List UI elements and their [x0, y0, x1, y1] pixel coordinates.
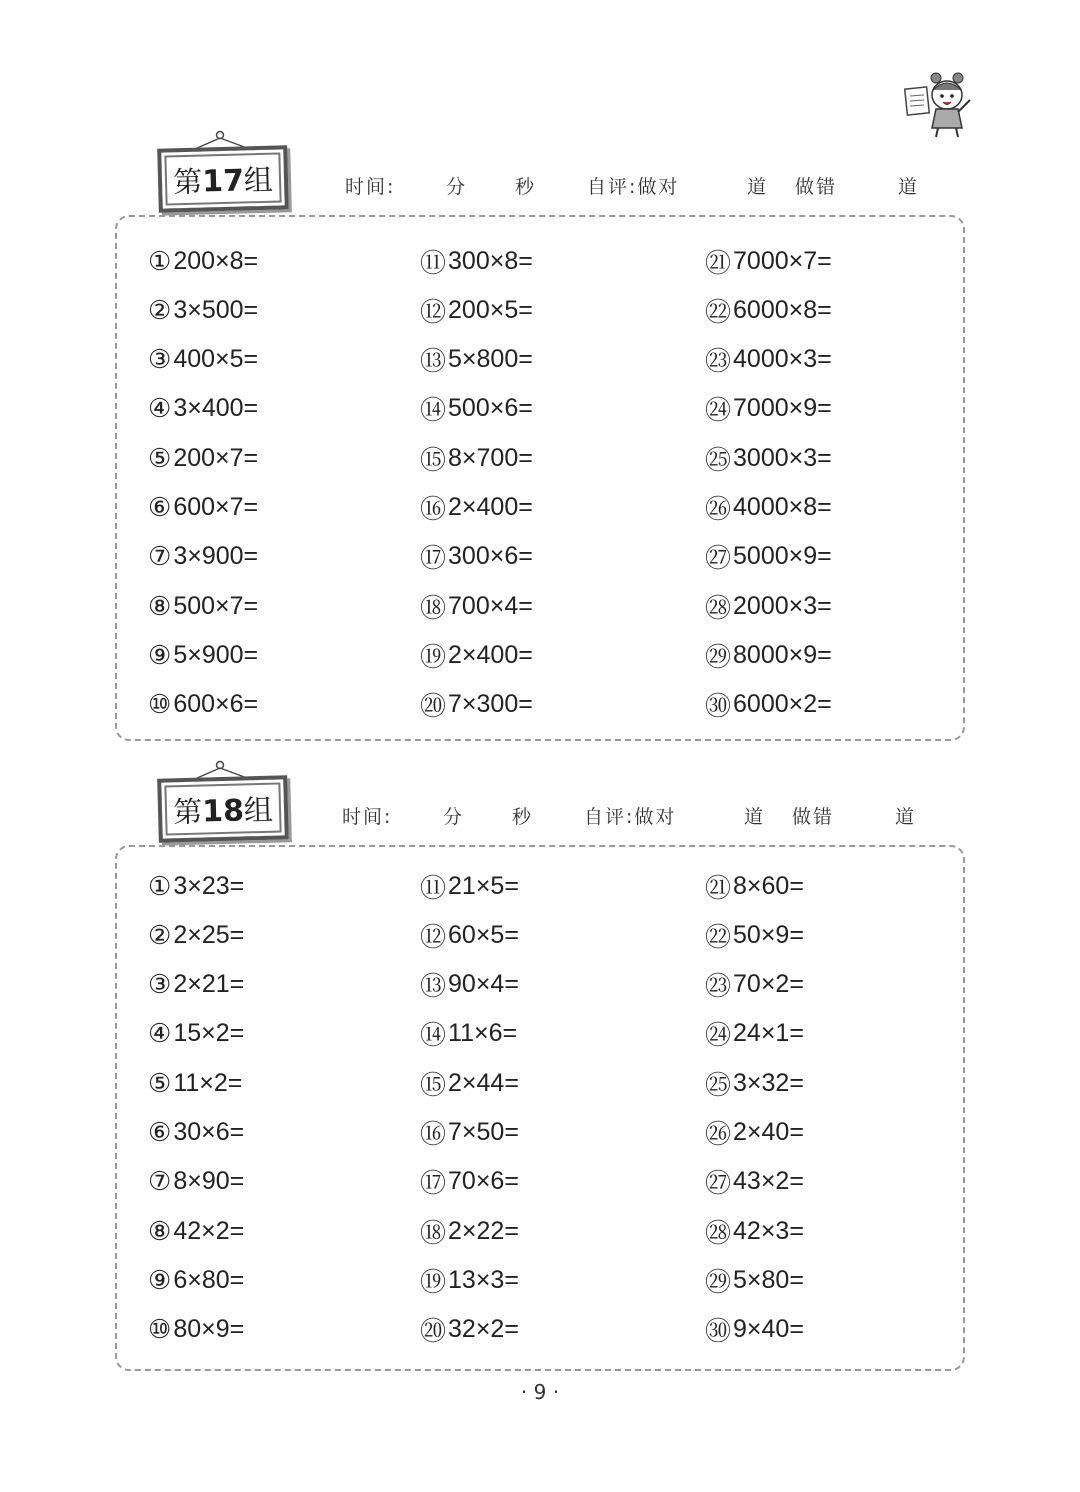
math-problem: [420, 590, 533, 622]
math-problem: [148, 1018, 244, 1050]
math-problem: [420, 1117, 519, 1149]
problem-expression: 70×2=: [733, 970, 804, 999]
page-number: · 9 ·: [520, 1380, 560, 1404]
math-problem: [705, 245, 832, 277]
math-problem: [705, 393, 832, 425]
problem-expression: 2000×3=: [733, 591, 832, 620]
problem-expression: 5000×9=: [733, 542, 832, 571]
math-problem: [148, 442, 258, 474]
self-eval-correct-label: 自评:做对: [587, 176, 680, 198]
problem-expression: 3×32=: [733, 1068, 804, 1097]
math-problem: [420, 541, 533, 573]
problem-number: ⑧: [148, 1215, 172, 1246]
problem-expression: 6000×2=: [733, 690, 832, 719]
dao-label: 道: [898, 176, 920, 198]
problem-expression: 7×50=: [448, 1118, 519, 1146]
problem-expression: 24×1=: [733, 1019, 804, 1048]
problem-number: ㉔: [705, 395, 732, 426]
problem-number: ⑱: [420, 1217, 447, 1248]
math-problem: [420, 442, 533, 474]
math-problem: [705, 442, 832, 474]
problem-expression: 7000×9=: [733, 394, 832, 423]
problem-number: ㉑: [705, 247, 732, 278]
problem-number: ⑱: [420, 592, 447, 623]
group-title: 第18组: [172, 792, 274, 830]
math-problem: [148, 1067, 242, 1099]
problem-expression: 21×5=: [448, 871, 519, 900]
problem-expression: 8×60=: [733, 871, 804, 900]
problem-expression: 5×800=: [448, 345, 533, 374]
problem-number: ③: [148, 969, 172, 1000]
problem-expression: 42×2=: [173, 1216, 245, 1245]
problem-number: ⑫: [420, 296, 447, 327]
problem-number: ⑰: [420, 543, 447, 574]
problem-expression: 70×6=: [448, 1167, 519, 1196]
math-problem: [705, 492, 832, 524]
math-problem: [420, 1018, 517, 1050]
math-problem: [420, 969, 519, 1001]
problem-number: ①: [148, 245, 172, 276]
problem-number: ㉘: [705, 1217, 732, 1248]
problem-expression: 2×25=: [173, 920, 245, 949]
math-problem: [420, 919, 519, 951]
math-problem: [148, 245, 258, 277]
problem-number: ⑯: [420, 1119, 447, 1149]
problem-number: ⑫: [420, 921, 447, 952]
problem-number: ⑨: [148, 1264, 172, 1295]
problem-expression: 400×5=: [173, 345, 259, 374]
problem-number: ⑮: [420, 1069, 447, 1100]
math-problem: [420, 1215, 519, 1247]
problem-number: ㉗: [705, 1168, 732, 1199]
math-problem: [420, 1067, 519, 1099]
problem-number: ㉖: [705, 494, 732, 524]
math-problem: [148, 1166, 244, 1198]
problem-number: ㉙: [705, 641, 732, 672]
problem-expression: 3000×3=: [733, 443, 832, 472]
group-title-frame: [158, 760, 296, 856]
problem-expression: 80×9=: [173, 1315, 245, 1344]
problem-expression: 6000×8=: [733, 295, 832, 324]
math-problem: [705, 1018, 804, 1050]
math-problem: [148, 1117, 244, 1149]
math-problem: [148, 1264, 244, 1296]
problem-number: ⑤: [148, 1067, 172, 1098]
problem-number: ④: [148, 1018, 172, 1049]
problem-number: ④: [148, 393, 172, 424]
math-problem: [705, 1314, 804, 1346]
math-problem: [420, 492, 533, 524]
problem-number: ⑪: [420, 247, 447, 278]
math-problem: [148, 294, 258, 326]
math-problem: [705, 541, 832, 573]
math-problem: [705, 969, 804, 1001]
problem-expression: 42×3=: [733, 1216, 804, 1245]
second-label: 秒: [515, 176, 537, 198]
group-title: 第17组: [172, 162, 274, 200]
problem-number: ⑥: [148, 492, 172, 522]
math-problem: [420, 344, 533, 376]
math-problem: [420, 393, 533, 425]
problem-expression: 200×8=: [173, 246, 259, 275]
math-problem: [148, 344, 258, 376]
math-problem: [705, 1166, 804, 1198]
problem-number: ⑳: [420, 691, 447, 722]
problem-number: ㉗: [705, 543, 732, 574]
problem-number: ⑥: [148, 1117, 172, 1147]
wrong-label: 做错: [795, 176, 838, 198]
math-problem: [420, 1314, 519, 1346]
problem-number: ㉓: [705, 346, 732, 377]
time-label: 时间:: [345, 176, 396, 198]
math-problem: [705, 919, 804, 951]
problem-number: ⑧: [148, 590, 172, 621]
problem-expression: 43×2=: [733, 1167, 804, 1196]
problem-number: ㉚: [705, 1316, 732, 1347]
math-problem: [705, 344, 832, 376]
math-problem: [148, 492, 258, 524]
math-problem: [705, 689, 832, 721]
problem-expression: 2×22=: [448, 1216, 519, 1245]
problem-number: ㉓: [705, 971, 732, 1002]
problem-number: ⑩: [148, 689, 172, 720]
math-problem: [148, 393, 258, 425]
problem-number: ㉕: [705, 444, 732, 475]
problem-expression: 15×2=: [173, 1019, 245, 1048]
math-problem: [420, 639, 533, 671]
problem-number: ㉒: [705, 921, 732, 952]
problem-number: ⑦: [148, 1166, 172, 1197]
problem-number: ㉘: [705, 592, 732, 623]
problem-expression: 11×6=: [448, 1019, 518, 1048]
problem-number: ⑮: [420, 444, 447, 475]
problem-expression: 4000×8=: [733, 493, 832, 521]
problem-expression: 3×400=: [173, 394, 259, 423]
dao-label: 道: [895, 806, 917, 828]
math-problem: [420, 689, 533, 721]
problem-expression: 4000×3=: [733, 345, 832, 374]
problem-expression: 32×2=: [448, 1315, 519, 1344]
math-problem: [705, 294, 832, 326]
problem-number: ②: [148, 294, 172, 325]
time-and-self-eval: [345, 172, 945, 202]
problem-number: ㉚: [705, 691, 732, 722]
problem-expression: 7×300=: [448, 690, 533, 719]
problem-number: ㉑: [705, 872, 732, 903]
time-and-self-eval: [342, 802, 942, 832]
problem-number: ⑬: [420, 346, 447, 377]
math-problem: [420, 294, 533, 326]
problem-expression: 500×7=: [173, 591, 259, 620]
problem-expression: 50×9=: [733, 920, 804, 949]
problem-expression: 60×5=: [448, 920, 519, 949]
math-problem: [148, 1215, 244, 1247]
problem-expression: 2×40=: [733, 1118, 804, 1146]
problem-expression: 600×7=: [173, 493, 259, 521]
math-problem: [420, 870, 519, 902]
math-problem: [420, 1264, 519, 1296]
problem-expression: 8×90=: [173, 1167, 245, 1196]
problem-number: ②: [148, 919, 172, 950]
problem-expression: 3×23=: [173, 871, 245, 900]
problem-expression: 13×3=: [448, 1265, 519, 1294]
problem-expression: 7000×7=: [733, 246, 832, 275]
problem-number: ⑲: [420, 641, 447, 672]
group-title-frame: [158, 130, 296, 226]
problem-number: ⑪: [420, 872, 447, 903]
problem-number: ㉙: [705, 1266, 732, 1297]
math-problem: [148, 1314, 244, 1346]
minute-label: 分: [443, 806, 465, 828]
problem-expression: 600×6=: [173, 690, 259, 719]
dao-label: 道: [744, 806, 766, 828]
problem-number: ⑨: [148, 639, 172, 670]
problem-expression: 5×80=: [733, 1265, 804, 1294]
problem-expression: 2×44=: [448, 1068, 519, 1097]
time-label: 时间:: [342, 806, 393, 828]
math-problem: [705, 1067, 804, 1099]
dao-label: 道: [747, 176, 769, 198]
problem-number: ⑯: [420, 494, 447, 524]
problem-expression: 9×40=: [733, 1315, 804, 1344]
problem-expression: 5×900=: [173, 640, 259, 669]
problem-number: ⑤: [148, 442, 172, 473]
problem-expression: 8×700=: [448, 443, 533, 472]
math-problem: [148, 969, 244, 1001]
math-problem: [705, 1264, 804, 1296]
cartoon-girl-illustration: [900, 70, 980, 140]
second-label: 秒: [512, 806, 534, 828]
math-problem: [705, 1215, 804, 1247]
math-problem: [420, 1166, 519, 1198]
math-problem: [148, 541, 258, 573]
problem-number: ⑰: [420, 1168, 447, 1199]
problem-number: ㉔: [705, 1020, 732, 1051]
math-problem: [148, 639, 258, 671]
problem-expression: 11×2=: [173, 1068, 243, 1097]
problem-number: ⑲: [420, 1266, 447, 1297]
minute-label: 分: [446, 176, 468, 198]
problem-expression: 200×7=: [173, 443, 259, 472]
math-problem: [705, 1117, 804, 1149]
problem-expression: 2×21=: [173, 970, 245, 999]
problem-number: ⑭: [420, 1020, 447, 1051]
problem-number: ⑬: [420, 971, 447, 1002]
problem-expression: 3×500=: [173, 295, 259, 324]
math-problem: [705, 639, 832, 671]
problem-expression: 200×5=: [448, 295, 533, 324]
problem-number: ㉖: [705, 1119, 732, 1149]
problem-number: ㉒: [705, 296, 732, 327]
problem-expression: 30×6=: [173, 1118, 245, 1146]
wrong-label: 做错: [792, 806, 835, 828]
math-problem: [148, 919, 244, 951]
problem-expression: 6×80=: [173, 1265, 245, 1294]
problem-expression: 8000×9=: [733, 640, 832, 669]
problem-number: ③: [148, 344, 172, 375]
problem-expression: 2×400=: [448, 493, 533, 521]
problem-expression: 700×4=: [448, 591, 533, 620]
math-problem: [148, 689, 258, 721]
problem-expression: 2×400=: [448, 640, 533, 669]
problem-number: ⑦: [148, 541, 172, 572]
self-eval-correct-label: 自评:做对: [584, 806, 677, 828]
math-problem: [705, 870, 804, 902]
math-problem: [705, 590, 832, 622]
math-problem: [148, 590, 258, 622]
problem-expression: 300×6=: [448, 542, 533, 571]
problem-number: ⑭: [420, 395, 447, 426]
problem-number: ⑩: [148, 1314, 172, 1345]
problem-number: ㉕: [705, 1069, 732, 1100]
problem-expression: 500×6=: [448, 394, 533, 423]
math-problem: [148, 870, 244, 902]
problem-number: ①: [148, 870, 172, 901]
problem-expression: 90×4=: [448, 970, 519, 999]
problem-expression: 300×8=: [448, 246, 533, 275]
problem-number: ⑳: [420, 1316, 447, 1347]
problem-expression: 3×900=: [173, 542, 259, 571]
math-problem: [420, 245, 533, 277]
